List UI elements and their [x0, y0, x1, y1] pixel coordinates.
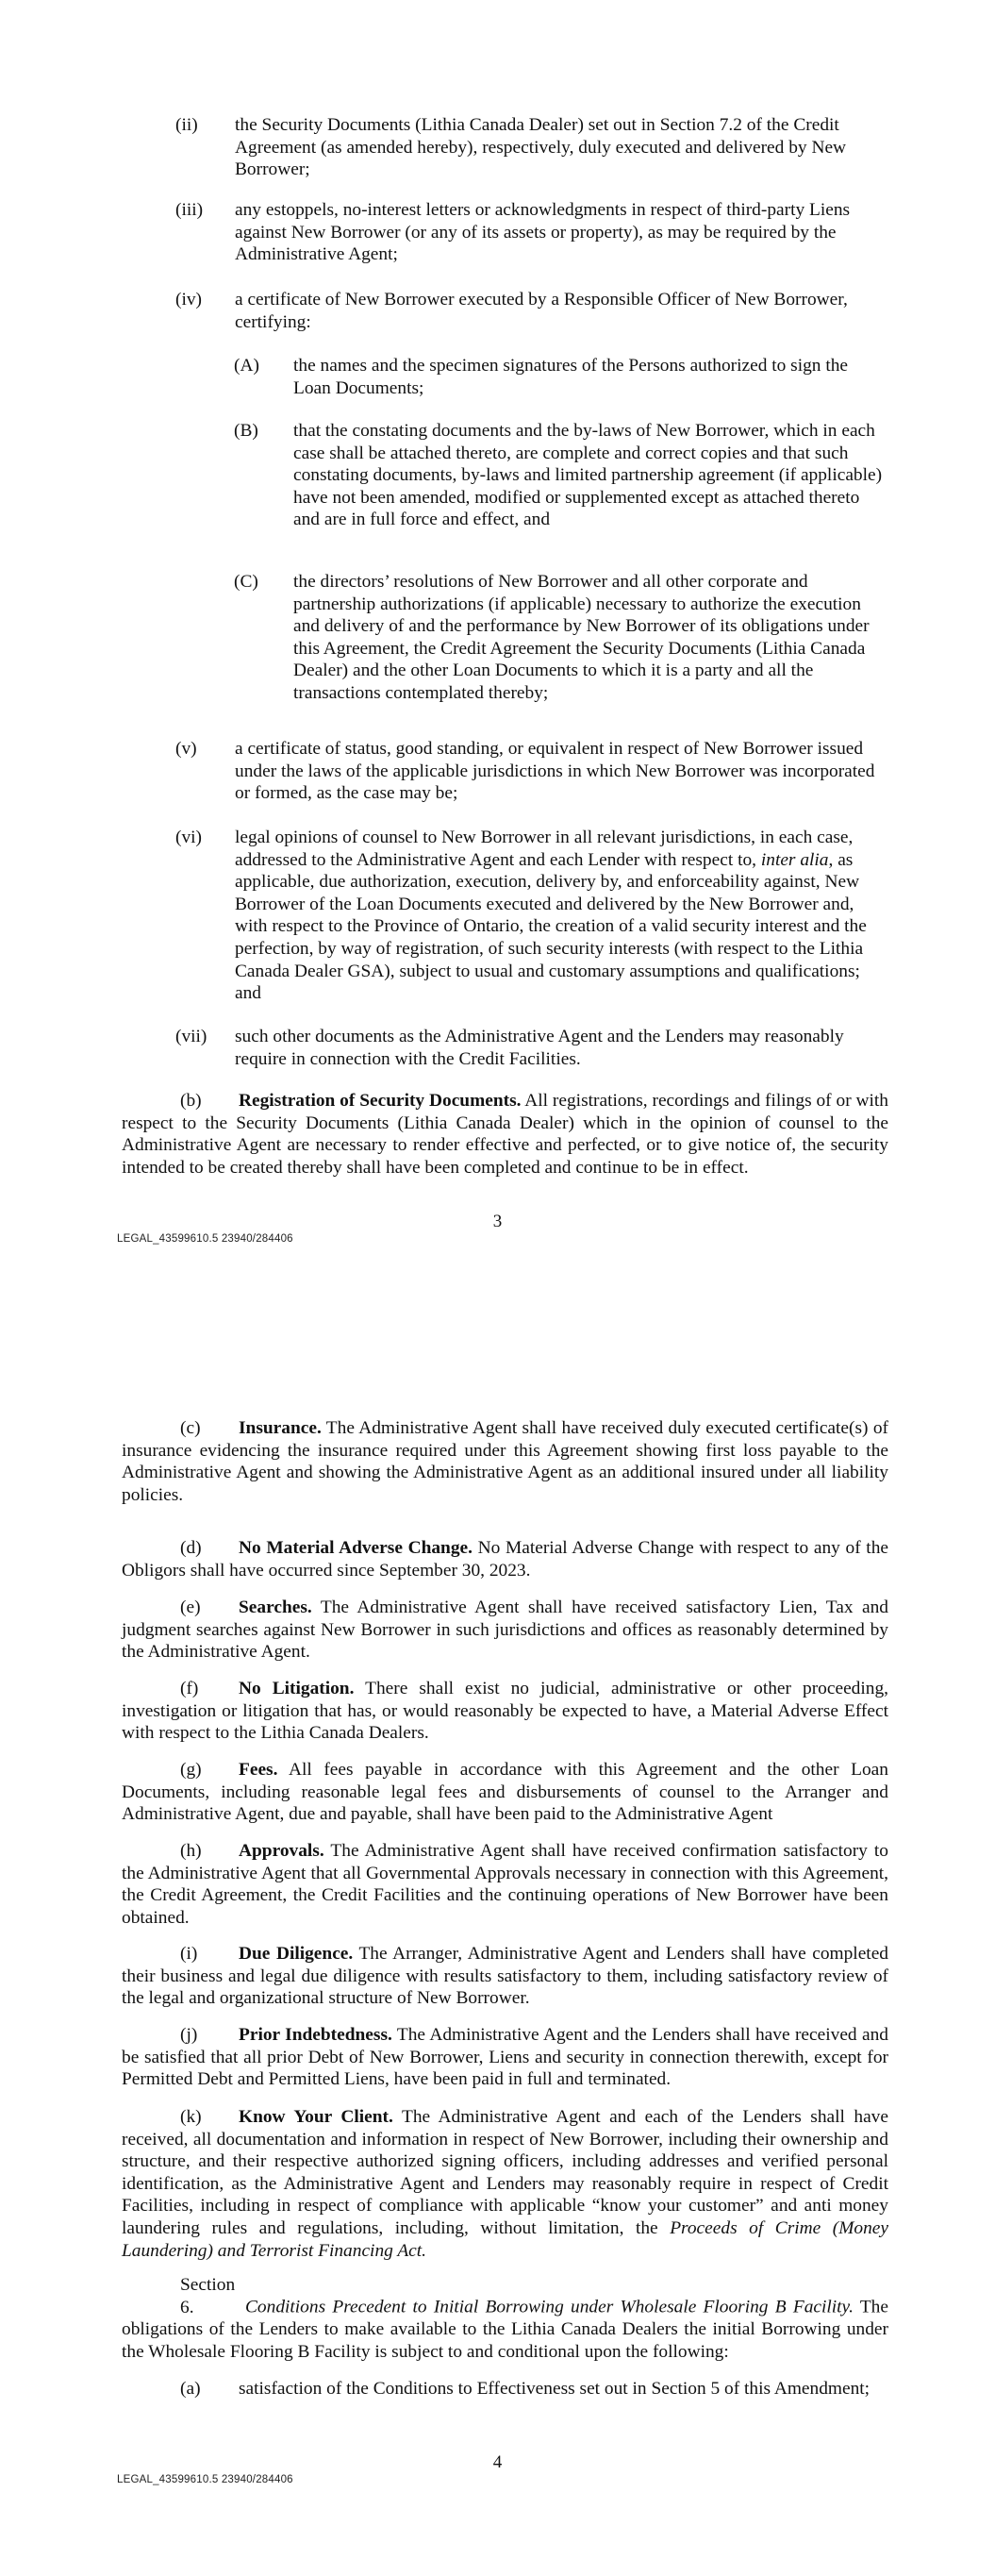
- section-6-paragraph: Section 6. Conditions Precedent to Initial Borrowing under Wholesale Flooring B Facility. The obligations of the Lenders to make available to the Lithia Canada Dealers the initial Borrowing under the Wholesale Flooring B Facility is subject to and conditional upon the following:: [122, 2275, 888, 2362]
- page-number: 3: [492, 1212, 503, 1231]
- section-heading: Conditions Precedent to Initial Borrowing under Wholesale Flooring B Facility.: [245, 2297, 854, 2317]
- item-text: that the constating documents and the by-laws of New Borrower, which in each case shall be attached thereto, are complete and correct copies and that such constating documents, by-laws and limited partnership agreement (if applicable) have not been amended, modified or supplemented except as attached thereto and are in full force and effect, and: [293, 421, 883, 530]
- paragraph-c: (c) Insurance. The Administrative Agent shall have received duly executed certificate(s) of insurance evidencing the insurance required under this Agreement showing first loss payable to the Administrative Agent and showing the Administrative Agent as an additional insured under all liability policies.: [122, 1418, 888, 1505]
- paragraph-e: (e) Searches. The Administrative Agent shall have received satisfactory Lien, Tax and judgment searches against New Borrower in such jurisdictions and offices as reasonably determined by the Administrative Agent.: [122, 1597, 888, 1663]
- paragraph-a: (a) satisfaction of the Conditions to Effectiveness set out in Section 5 of this Amendment;: [180, 2379, 871, 2399]
- item-label: (vi): [175, 828, 202, 847]
- item-text: the names and the specimen signatures of the Persons authorized to sign the Loan Documents;: [293, 356, 849, 398]
- item-text: any estoppels, no-interest letters or acknowledgments in respect of third-party Liens against New Borrower (or any of its assets or property), as may be required by the Administrative Agent;: [235, 200, 851, 265]
- paragraph-f: (f) No Litigation. There shall exist no judicial, administrative or other proceeding, investigation or litigation that has, or would reasonably be expected to have, a Material Adverse Effect with respect to the Lithia Canada Dealers.: [122, 1679, 888, 1744]
- item-text: legal opinions of counsel to New Borrower in all relevant jurisdictions, in each case, addressed to the Administrative Agent and each Lender with respect to, inter alia, as applicable, due authorization, execution, delivery by, and enforceability against, New Borrower of the Loan Documents executed and delivered by the New Borrower and, with respect to the Province of Ontario, the creation of a valid security interest and the perfection, by way of registration, of such security interests (with respect to the Lithia Canada Dealer GSA), subject to usual and customary assumptions and qualifications; and: [235, 828, 867, 1004]
- paragraph-g: (g) Fees. All fees payable in accordance with this Agreement and the other Loan Documents, including reasonable legal fees and disbursements of counsel to the Arranger and Administrative Agent, due and payable, shall have been paid to the Administrative Agent: [122, 1760, 888, 1825]
- item-label: (B): [234, 421, 258, 441]
- page-4: [0, 1293, 995, 2576]
- item-text: such other documents as the Administrative Agent and the Lenders may reasonably require in connection with the Credit Facilities.: [235, 1027, 844, 1069]
- item-text: a certificate of status, good standing, or equivalent in respect of New Borrower issued under the laws of the applicable jurisdictions in which New Borrower was incorporated or formed, as the case may be;: [235, 739, 875, 804]
- page-number: 4: [492, 2452, 503, 2472]
- document-footer: LEGAL_43599610.5 23940/284406: [117, 2474, 293, 2485]
- paragraph-b: (b) Registration of Security Documents. All registrations, recordings and filings of or with respect to the Security Documents (Lithia Canada Dealer) which in the opinion of counsel to the Administrative Agent are necessary to render effective and perfected, or to give notice of, the security intended to be created thereby shall have been completed and continue to be in effect.: [122, 1091, 888, 1178]
- item-label: (v): [175, 739, 197, 759]
- item-text: the Security Documents (Lithia Canada Dealer) set out in Section 7.2 of the Credit Agreement (as amended hereby), respectively, duly executed and delivered by New Borrower;: [235, 115, 847, 180]
- item-label: (A): [234, 356, 259, 376]
- item-label: (iv): [175, 290, 202, 309]
- item-label: (C): [234, 572, 258, 592]
- paragraph-d: (d) No Material Adverse Change. No Material Adverse Change with respect to any of the Obligors shall have occurred since September 30, 2023.: [122, 1538, 888, 1581]
- paragraph-j: (j) Prior Indebtedness. The Administrative Agent and the Lenders shall have received and be satisfied that all prior Debt of New Borrower, Liens and security in connection therewith, except for Permitted Debt and Permitted Liens, have been paid in full and terminated.: [122, 2025, 888, 2090]
- item-text: the directors’ resolutions of New Borrower and all other corporate and partnership authorizations (if applicable) necessary to authorize the execution and delivery of and the performance by New Borrower of its obligations under this Agreement, the Credit Agreement the Security Documents (Lithia Canada Dealer) and the other Loan Documents to which it is a party and all the transactions contemplated thereby;: [293, 572, 870, 703]
- item-label: (iii): [175, 200, 204, 220]
- document-footer: LEGAL_43599610.5 23940/284406: [117, 1233, 293, 1245]
- item-label: (vii): [175, 1027, 207, 1046]
- paragraph-i: (i) Due Diligence. The Arranger, Administrative Agent and Lenders shall have completed their business and legal due diligence with results satisfactory to them, including satisfactory review of the legal and organizational structure of New Borrower.: [122, 1944, 888, 2009]
- paragraph-k: (k) Know Your Client. The Administrative Agent and each of the Lenders shall have received, all documentation and information in respect of New Borrower, including their ownership and structure, and their respective authorized signing officers, including addresses and verified personal identification, as the Administrative Agent and Lenders may reasonably require in respect of Credit Facilities, including in respect of compliance with applicable “know your customer” and anti money laundering rules and regulations, including, without limitation, the Proceeds of Crime (Money Laundering) and Terrorist Financing Act.: [122, 2107, 888, 2261]
- item-label: (ii): [175, 115, 198, 135]
- section-heading: Registration of Security Documents.: [239, 1091, 522, 1111]
- item-text: a certificate of New Borrower executed by a Responsible Officer of New Borrower, certifying:: [235, 290, 848, 332]
- paragraph-h: (h) Approvals. The Administrative Agent shall have received confirmation satisfactory to the Administrative Agent that all Governmental Approvals necessary in connection with this Agreement, the Credit Agreement, the Credit Facilities and the continuing operations of New Borrower have been obtained.: [122, 1841, 888, 1928]
